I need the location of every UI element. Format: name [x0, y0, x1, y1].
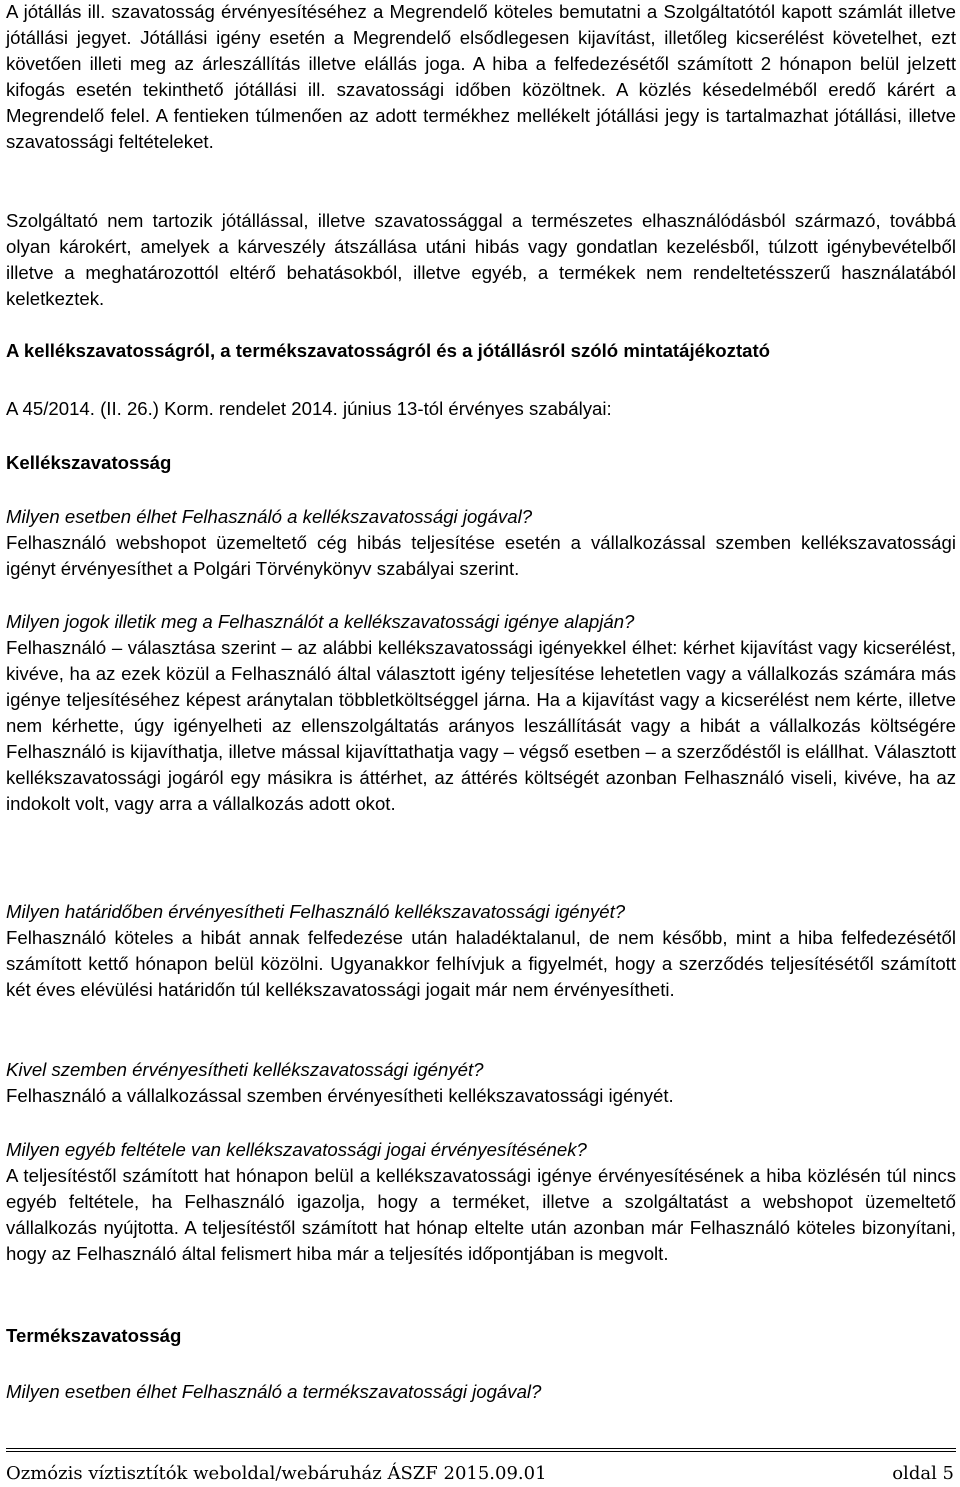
footer-divider [6, 1448, 956, 1452]
qa-block [6, 1057, 956, 1109]
qa-answer: Felhasználó a vállalkozással szemben érvényesítheti kellékszavatossági igényét. [6, 1085, 674, 1106]
section-heading: A kellékszavatosságról, a termékszavatosságról és a jótállásról szóló mintatájékoztató [6, 340, 771, 361]
qa-question: Kivel szemben érvényesítheti kellékszavatossági igényét? [6, 1059, 484, 1080]
qa-question: Milyen egyéb feltétele van kellékszavatossági jogai érvényesítésének? [6, 1139, 587, 1160]
qa-block [6, 1379, 956, 1405]
footer-document-title: Ozmózis víztisztítók weboldal/webáruház ÁSZF 2015.09.01 [6, 1463, 547, 1484]
qa-block [6, 504, 956, 582]
qa-question: Milyen esetben élhet Felhasználó a kellékszavatossági jogával? [6, 506, 533, 527]
qa-answer: Felhasználó webshopot üzemeltető cég hibás teljesítése esetén a vállalkozással szemben kellékszavatossági igényt érvényesíthet a Polgári Törvénykönyv szabályai szerint. [6, 532, 956, 579]
subsection-heading-kellekszavatossag: Kellékszavatosság [6, 452, 172, 473]
subsection-heading-termekszavatossag: Termékszavatosság [6, 1325, 182, 1346]
page-footer [6, 1461, 956, 1487]
page-number: oldal 5 [892, 1463, 954, 1484]
qa-answer: A teljesítéstől számított hat hónapon belül a kellékszavatossági igénye érvényesítésének a hiba közlésén túl nincs egyéb feltétele, ha Felhasználó igazolja, hogy a terméket, illetve a szolgáltatást a webshopot üzemeltető vállalkozás nyújtotta. A teljesítéstől számított hat hónap eltelte után azonban már Felhasználó köteles bizonyítani, hogy az Felhasználó által felismert hiba már a teljesítés időpontjában is megvolt. [6, 1165, 956, 1264]
regulation-line: A 45/2014. (II. 26.) Korm. rendelet 2014. június 13-tól érvényes szabályai: [6, 398, 612, 419]
qa-question: Milyen esetben élhet Felhasználó a termékszavatossági jogával? [6, 1381, 542, 1402]
qa-answer: Felhasználó köteles a hibát annak felfedezése után haladéktalanul, de nem később, mint a hiba felfedezésétől számított kettő hónapon belül közölni. Ugyanakkor felhívjuk a figyelmét, hogy a szerződés teljesítésétől számított két éves elévülési határidőn túl kellékszavatossági jogait már nem érvényesítheti. [6, 927, 956, 1000]
warranty-paragraph: A jótállás ill. szavatosság érvényesítéséhez a Megrendelő köteles bemutatni a Szolgáltatótól kapott számlát illetve jótállási jegyet. Jótállási igény esetén a Megrendelő elsődlegesen kijavítást, illetőleg kicserélést követelhet, ezt követően illeti meg az árleszállítás illetve elállás joga. A hiba a felfedezésétől számított 2 hónapon belül jelzett kifogás esetén tekinthető jótállási ill. szavatossági időben közöltnek. A közlés késedelméből eredő kárért a Megrendelő felel. A fentieken túlmenően az adott termékhez mellékelt jótállási jegy is tartalmazhat jótállási, illetve szavatossági feltételeket. [6, 1, 956, 152]
qa-block [6, 1137, 956, 1267]
qa-question: Milyen határidőben érvényesítheti Felhasználó kellékszavatossági igényét? [6, 901, 626, 922]
qa-block [6, 609, 956, 817]
liability-exclusion-paragraph: Szolgáltató nem tartozik jótállással, illetve szavatossággal a természetes elhasználódásból származó, továbbá olyan károkért, amelyek a kárveszély átszállása utáni hibás vagy gondatlan kezelésből, túlzott igénybevételből illetve a meghatározottól eltérő behatásokból, illetve egyéb, a termékek nem rendeltetésszerű használatából keletkeztek. [6, 210, 956, 309]
qa-block [6, 899, 956, 1003]
qa-question: Milyen jogok illetik meg a Felhasználót a kellékszavatossági igénye alapján? [6, 611, 635, 632]
qa-answer: Felhasználó – választása szerint – az alábbi kellékszavatossági igényekkel élhet: kérhet kijavítást vagy kicserélést, kivéve, ha az ezek közül a Felhasználó által választott igény teljesítése lehetetlen vagy a vállalkozás számára más igénye teljesítéséhez képest aránytalan többletköltséggel járna. Ha a kijavítást vagy a kicserélést nem kérte, illetve nem kérhette, úgy igényelheti az ellenszolgáltatás arányos leszállítását vagy a hibát a vállalkozás költségére Felhasználó is kijavíthatja, illetve mással kijavíttathatja vagy – végső esetben – a szerződéstől is elállhat. Választott kellékszavatossági jogáról egy másikra is áttérhet, az áttérés költségét azonban Felhasználó viseli, kivéve, ha az indokolt volt, vagy arra a vállalkozás adott okot. [6, 637, 956, 814]
